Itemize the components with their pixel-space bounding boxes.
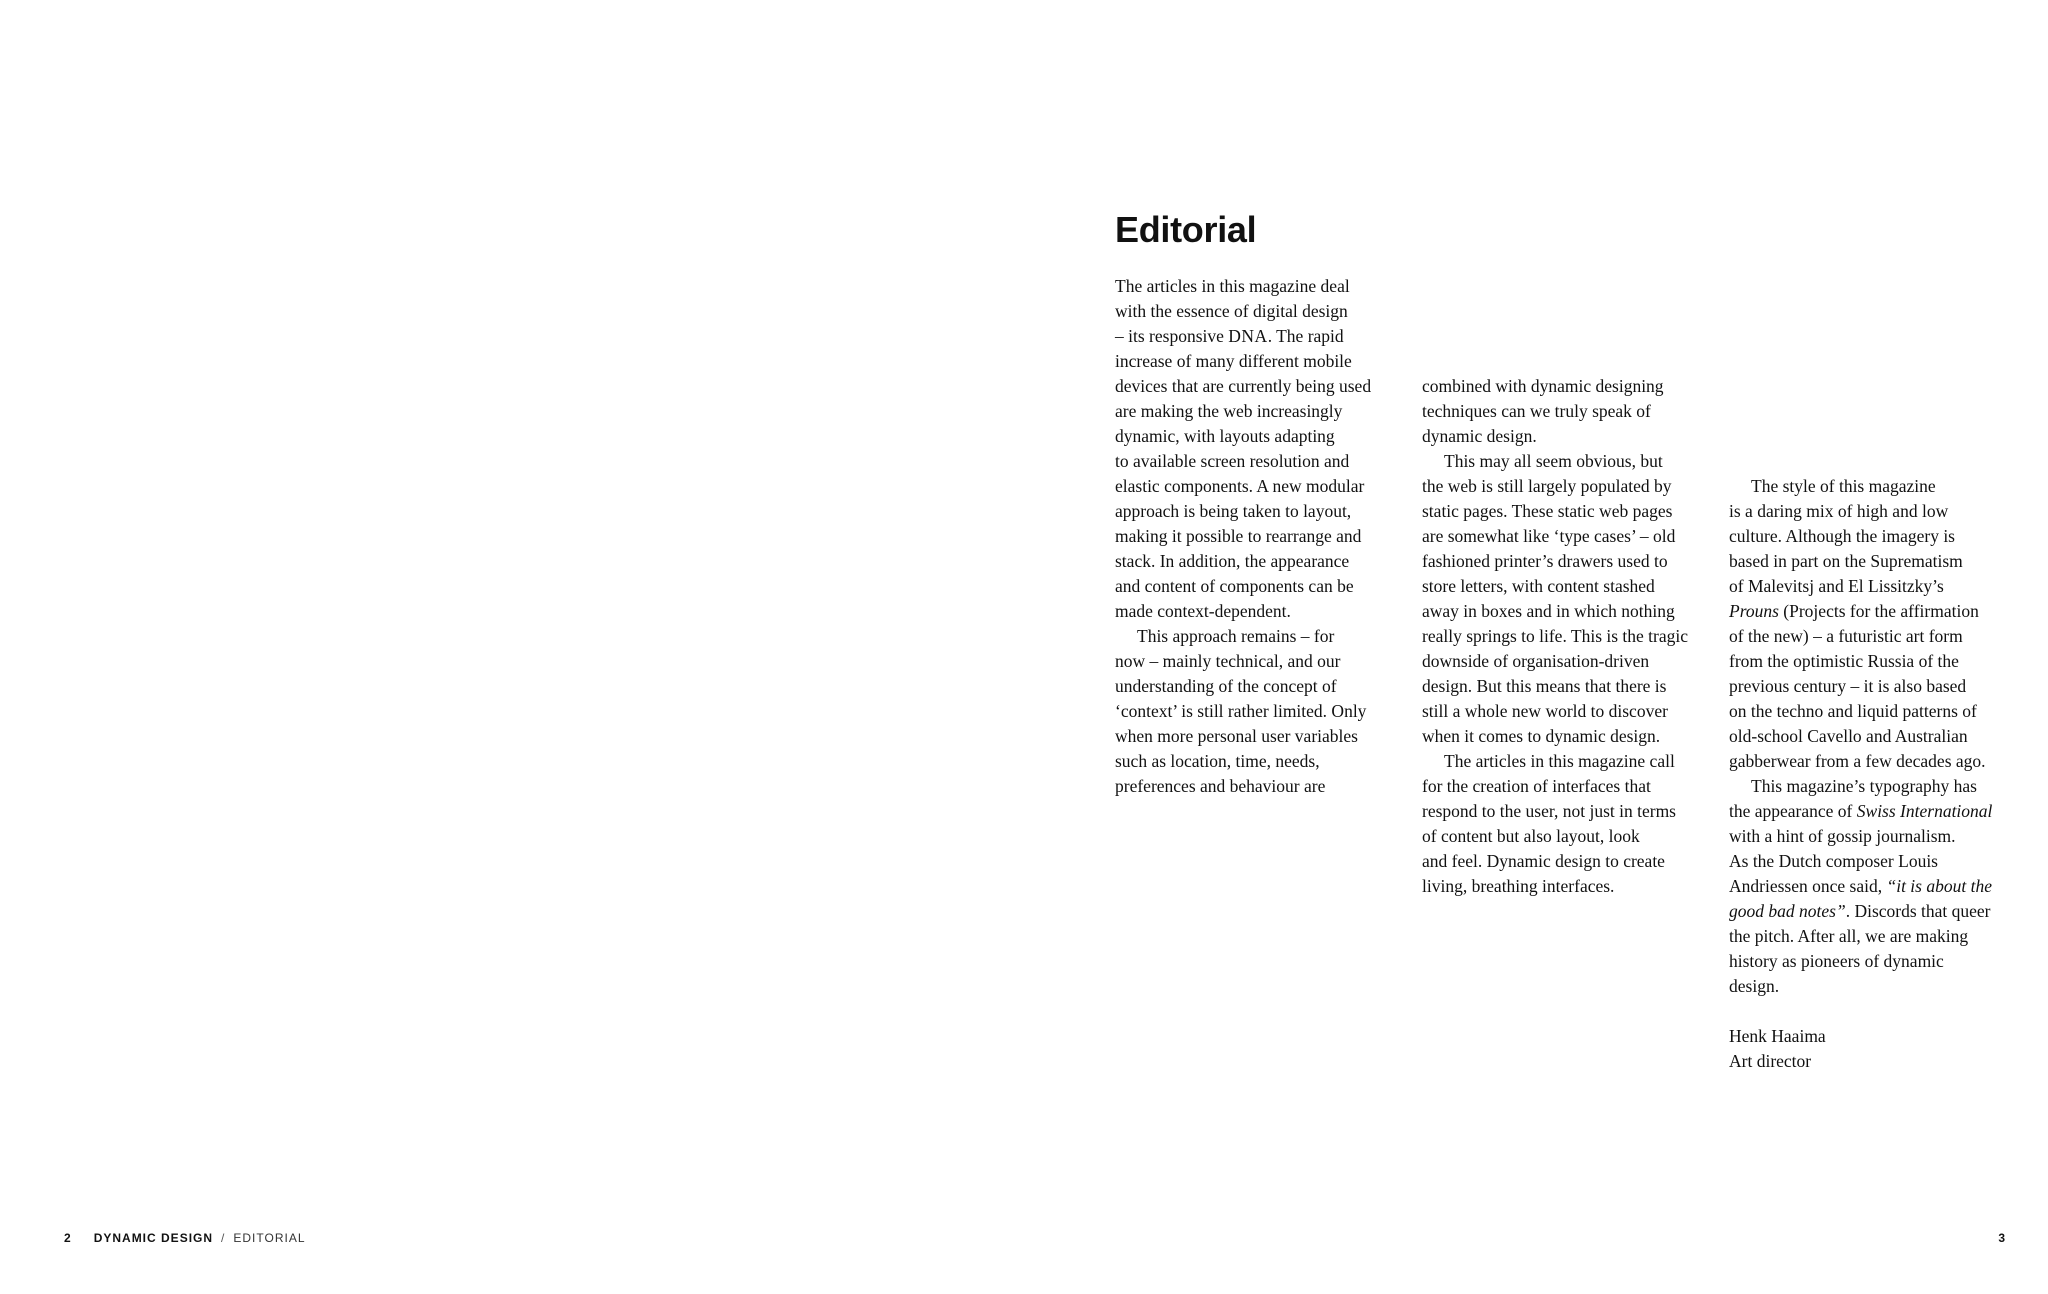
signature-name: Henk Haaima [1729,1026,1826,1046]
prouns-title: Prouns [1729,601,1779,621]
text-line: made context-dependent. [1115,601,1291,621]
text-line: on the techno and liquid patterns of [1729,701,1977,721]
text-line: good bad notes”. Discords that queer [1729,901,1991,921]
text-line: living, breathing interfaces. [1422,876,1615,896]
text-line: and content of components can be [1115,576,1354,596]
text-line: away in boxes and in which nothing [1422,601,1675,621]
text-line: The style of this magazine [1751,476,1936,496]
footer-left [64,1230,306,1246]
text-line: techniques can we truly speak of [1422,401,1651,421]
text-line: such as location, time, needs, [1115,751,1320,771]
text-line: for the creation of interfaces that [1422,776,1651,796]
text-line: dynamic, with layouts adapting [1115,426,1335,446]
swiss-international: Swiss International [1856,801,1993,821]
text-line: gabberwear from a few decades ago. [1729,751,1986,771]
text-line: when it comes to dynamic design. [1422,726,1661,746]
breadcrumb-separator: / [221,1231,226,1245]
text-line: The articles in this magazine call [1444,751,1675,771]
text-line: Prouns (Projects for the affirmation [1729,601,1979,621]
text-line: when more personal user variables [1115,726,1358,746]
text-line: are somewhat like ‘type cases’ – old [1422,526,1676,546]
text-line: based in part on the Suprematism [1729,551,1963,571]
text-line: The articles in this magazine deal [1115,276,1350,296]
dna-abbreviation: DNA [1228,326,1268,346]
text-line: dynamic design. [1422,426,1537,446]
section-name: EDITORIAL [233,1231,306,1245]
text-line: with a hint of gossip journalism. [1729,826,1956,846]
text-line: previous century – it is also based [1729,676,1967,696]
text-line: combined with dynamic designing [1422,376,1664,396]
text-line: downside of organisation-driven [1422,651,1650,671]
text-line: stack. In addition, the appearance [1115,551,1350,571]
text-line: increase of many different mobile [1115,351,1352,371]
text-line: This magazine’s typography has [1751,776,1977,796]
text-line: of content but also layout, look [1422,826,1640,846]
page-number-left: 2 [64,1231,72,1245]
text-line: still a whole new world to discover [1422,701,1668,721]
page-title: Editorial [1115,209,1257,250]
text-line: design. But this means that there is [1422,676,1667,696]
text-line: are making the web increasingly [1115,401,1343,421]
text-line: This approach remains – for [1137,626,1335,646]
text-line: culture. Although the imagery is [1729,526,1955,546]
magazine-name: DYNAMIC DESIGN [93,1231,214,1245]
text-line: understanding of the concept of [1115,676,1337,696]
page-number-right: 3 [1998,1231,2006,1245]
text-line: static pages. These static web pages [1422,501,1673,521]
text-line: fashioned printer’s drawers used to [1422,551,1668,571]
text-line: devices that are currently being used [1115,376,1372,396]
text-line: now – mainly technical, and our [1115,651,1341,671]
text-line: As the Dutch composer Louis [1729,851,1938,871]
text-line: and feel. Dynamic design to create [1422,851,1665,871]
text-line: approach is being taken to layout, [1115,501,1352,521]
text-line: the appearance of Swiss International [1729,801,1993,821]
text-line: history as pioneers of dynamic [1729,951,1944,971]
text-line: ‘context’ is still rather limited. Only [1115,701,1367,721]
text-line: with the essence of digital design [1115,301,1348,321]
editorial-column-2 [1422,374,1712,899]
text-line: the web is still largely populated by [1422,476,1672,496]
text-line: preferences and behaviour are [1115,776,1326,796]
text-line: making it possible to rearrange and [1115,526,1362,546]
spacer [1729,999,2019,1024]
text-line: – its responsive DNA. The rapid [1115,326,1344,346]
editorial-column-3 [1729,474,2019,1074]
text-line: the pitch. After all, we are making [1729,926,1969,946]
quote: “it is about the [1886,876,1992,896]
text-line: from the optimistic Russia of the [1729,651,1959,671]
text-line: of Malevitsj and El Lissitzky’s [1729,576,1944,596]
text-line: elastic components. A new modular [1115,476,1365,496]
text-line: store letters, with content stashed [1422,576,1655,596]
text-line: really springs to life. This is the tragic [1422,626,1689,646]
quote: good bad notes” [1729,901,1846,921]
text-line: respond to the user, not just in terms [1422,801,1676,821]
text-line: This may all seem obvious, but [1444,451,1663,471]
editorial-column-1 [1115,274,1405,799]
text-line: to available screen resolution and [1115,451,1350,471]
text-line: is a daring mix of high and low [1729,501,1949,521]
text-line: old-school Cavello and Australian [1729,726,1968,746]
text-line: Andriessen once said, “it is about the [1729,876,1992,896]
signature-role: Art director [1729,1051,1812,1071]
text-line: of the new) – a futuristic art form [1729,626,1963,646]
text-line: design. [1729,976,1780,996]
